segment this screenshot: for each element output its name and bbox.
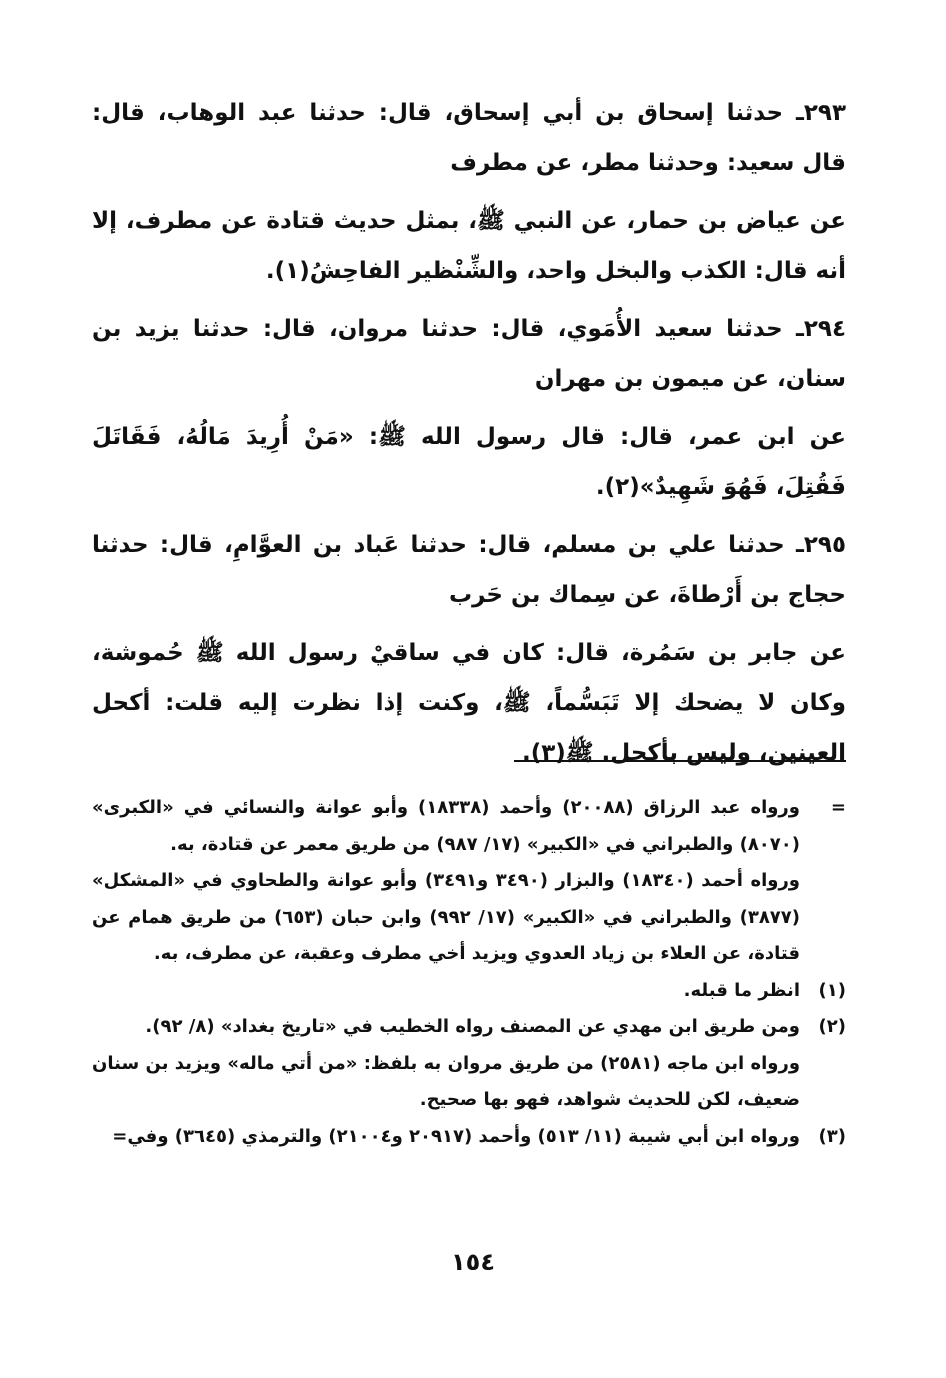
footnote-line: ورواه عبد الرزاق (٢٠٠٨٨) وأحمد (١٨٣٣٨) وأبو عوانة والنسائي في «الكبرى» (٨٠٧٠) والطبراني في «الكبير» (١٧/ ٩٨٧) من طريق معمر عن قتادة، به. [92, 797, 800, 855]
hadith-294-matn: عن ابن عمر، قال: قال رسول الله ﷺ: «مَنْ أُرِيدَ مَالُهُ، فَقَاتَلَ فَقُتِلَ، فَهُوَ شَهِيدٌ»(٢). [92, 424, 846, 500]
page-number: ١٥٤ [451, 1248, 495, 1276]
footnote-3-mark: (٣) [818, 1125, 846, 1147]
hadith-295-matn: عن جابر بن سَمُرة، قال: كان في ساقيْ رسول الله ﷺ حُموشة، وكان لا يضحك إلا تَبَسُّماً، ﷺ، وكنت إذا نظرت إليه قلت: أكحل العينين، وليس بأكحل. ﷺ(٣). [92, 640, 846, 766]
footnote-1-mark: (١) [818, 979, 846, 1001]
footnote-continuation [92, 790, 846, 973]
hadith-293-matn: عن عياض بن حمار، عن النبي ﷺ، بمثل حديث قتادة عن مطرف، إلا أنه قال: الكذب والبخل واحد، والشِّنْظير الفاحِشُ(١). [92, 208, 846, 284]
footnote-3 [92, 1119, 846, 1156]
footnote-1-body: انظر ما قبله. [683, 979, 800, 1001]
footnotes [92, 790, 846, 1155]
footnote-continuation-body [92, 790, 800, 973]
hadith-293-isnad: ٢٩٣ـ حدثنا إسحاق بن أبي إسحاق، قال: حدثنا عبد الوهاب، قال: قال سعيد: وحدثنا مطر، عن مطرف [92, 100, 846, 176]
continuation-mark: = [830, 797, 846, 818]
main-text [92, 88, 846, 786]
footnote-line: ورواه ابن ماجه (٢٥٨١) من طريق مروان به بلفظ: «من أتي ماله» ويزيد بن سنان ضعيف، لكن للحديث شواهد، فهو بها صحيح. [92, 1052, 801, 1110]
footnote-1 [92, 973, 846, 1010]
footnote-2 [92, 1009, 846, 1119]
footnote-2-body [92, 1009, 800, 1119]
footnote-line: ورواه أحمد (١٨٣٤٠) والبزار (٣٤٩٠ و٣٤٩١) وأبو عوانة والطحاوي في «المشكل» (٣٨٧٧) والطبراني في «الكبير» (١٧/ ٩٩٢) وابن حبان (٦٥٣) من طريق همام عن قتادة، عن العلاء بن زياد العدوي ويزيد أخي مطرف وعقبة، عن مطرف، به. [92, 870, 801, 964]
footnote-separator [514, 760, 846, 762]
hadith-295-isnad: ٢٩٥ـ حدثنا علي بن مسلم، قال: حدثنا عَباد بن العوَّامِ، قال: حدثنا حجاج بن أَرْطاةَ، عن سِماك بن حَرب [92, 532, 846, 608]
footnote-line: ومن طريق ابن مهدي عن المصنف رواه الخطيب في «تاريخ بغداد» (٨/ ٩٢). [145, 1016, 800, 1037]
footnote-3-body: ورواه ابن أبي شيبة (١١/ ٥١٣) وأحمد (٢٠٩١٧ و٢١٠٠٤) والترمذي (٣٦٤٥) وفي= [112, 1125, 800, 1147]
footnote-2-mark: (٢) [818, 1016, 846, 1037]
hadith-294-isnad: ٢٩٤ـ حدثنا سعيد الأُمَوي، قال: حدثنا مروان، قال: حدثنا يزيد بن سنان، عن ميمون بن مهران [92, 316, 846, 392]
